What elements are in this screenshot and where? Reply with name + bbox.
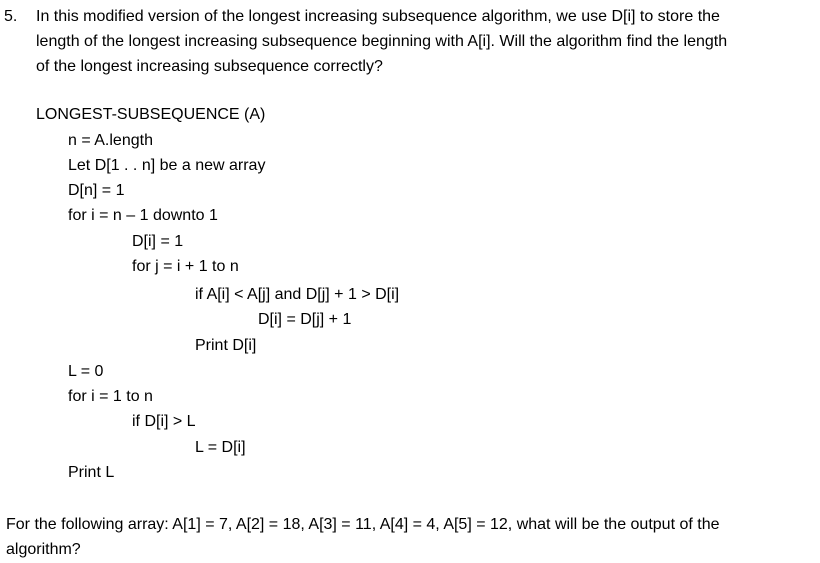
question-line: of the longest increasing subsequence correctly? — [36, 58, 383, 75]
code-line: L = 0 — [68, 363, 104, 380]
followup-question — [6, 512, 818, 562]
code-line: Print D[i] — [195, 337, 257, 354]
question-line: length of the longest increasing subsequence beginning with A[i]. Will the algorithm find the length — [36, 33, 728, 50]
code-line: D[i] = 1 — [132, 233, 184, 250]
code-line: for j = i + 1 to n — [132, 258, 239, 275]
code-line: L = D[i] — [195, 439, 246, 456]
question-number: 5. — [4, 8, 18, 25]
code-line: if D[i] > L — [132, 413, 196, 430]
code-line: if A[i] < A[j] and D[j] + 1 > D[i] — [195, 286, 400, 303]
code-line: for i = n – 1 downto 1 — [68, 207, 218, 224]
code-line: D[n] = 1 — [68, 182, 125, 199]
followup-line: algorithm? — [6, 541, 81, 558]
code-header: LONGEST-SUBSEQUENCE (A) — [36, 106, 266, 123]
code-line: n = A.length — [68, 132, 153, 149]
followup-line: For the following array: A[1] = 7, A[2] = 18, A[3] = 11, A[4] = 4, A[5] = 12, what will be the output of the — [6, 516, 720, 533]
code-line: Print L — [68, 464, 115, 481]
question-line: In this modified version of the longest increasing subsequence algorithm, we use D[i] to store the — [36, 8, 720, 25]
question-text — [36, 4, 818, 79]
code-line: for i = 1 to n — [68, 388, 153, 405]
code-line: Let D[1 . . n] be a new array — [68, 157, 266, 174]
code-line: D[i] = D[j] + 1 — [258, 311, 352, 328]
